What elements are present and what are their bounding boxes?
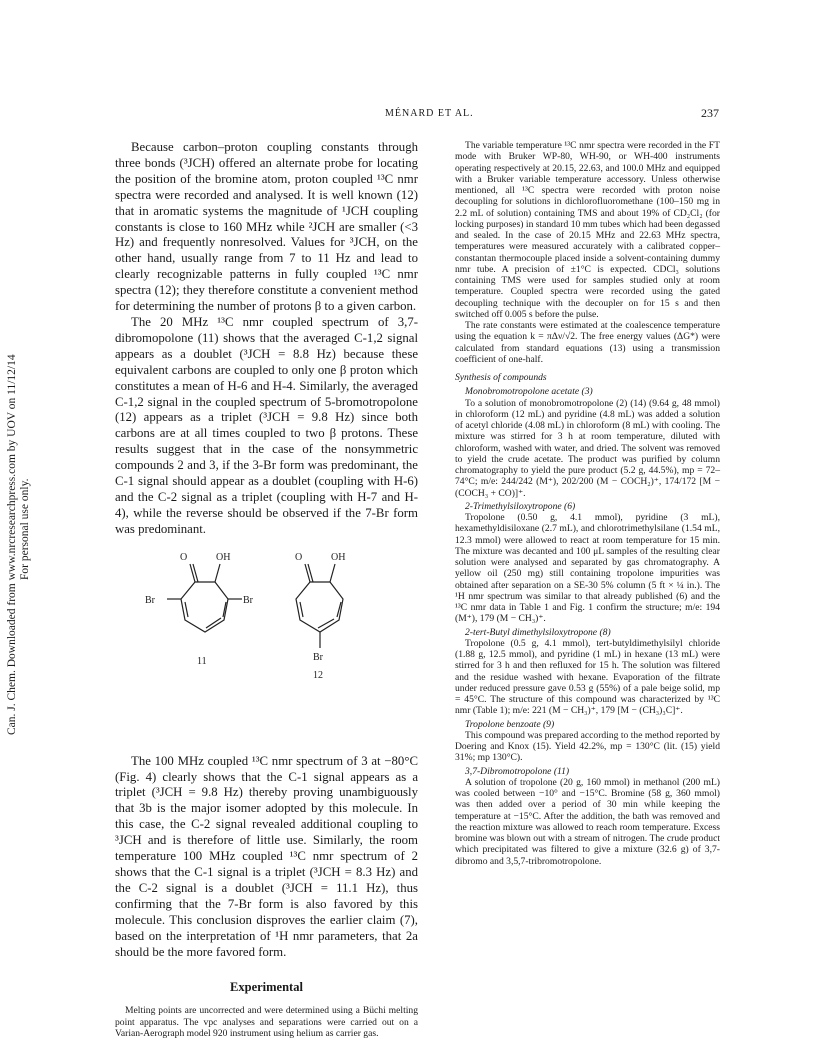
compound-9-procedure: This compound was prepared according to the method reported by Doering and Knox (15). Yield 42.2%, mp = 130°C (lit. (15) yield 31%; mp 130°C). <box>455 729 720 764</box>
paragraph-rate-constants: The rate constants were estimated at the coalescence temperature using the equation k = πΔν/√2. The free energy values (ΔG*) were calculated from standard equations (13) using a transmission coefficient of one-half. <box>455 320 720 365</box>
paragraph-nmr-method: The variable temperature ¹³C nmr spectra were recorded in the FT mode with Bruker WP-80, WH-90, or WH-400 instruments operating respectively at 20.15, 22.63, and 100.0 MHz and equipped with a Bruker variable temperature accessory. Unless otherwise mentioned, all ¹³C spectra were recorded with proton noise decoupling for solutions in dichlorofluoromethane (100–150 mg in 2.2 mL of solution) containing TMS and about 19% of CD₂Cl₂ (for locking purposes) in standard 10 mm tubes which had been degassed and sealed. In the case of 20.15 MHz and 22.63 MHz spectra, temperatures were measured accurately with a calibrated copper–constantan thermocouple placed inside a solvent-containing dummy nmr tube. A precision of ±1°C is expected. CDCl₃ solutions containing TMS were used for samples studied only at room temperature. Coupled spectra were recorded using the gated decoupling technique with the decoupler on for 15 s and then switched off 0.005 s before the pulse. <box>455 140 720 320</box>
atom-oh-11: OH <box>216 551 231 563</box>
double-bond-12c <box>318 619 334 628</box>
label-11: 11 <box>197 655 207 667</box>
compound-3-title: Monobromotropolone acetate (3) <box>465 386 593 398</box>
paragraph-100mhz-spectrum: The 100 MHz coupled ¹³C nmr spectrum of 3 at −80°C (Fig. 4) clearly shows that the C-1 signal appears as a triplet (³JCH = 9.8 Hz) thereby proving unambiguously that 3b is the major isomer adopted by this molecule. In this case, the C-2 signal revealed additional coupling to ³JCH and is therefore of little use. Similarly, the room temperature 100 MHz coupled ¹³C nmr spectrum of 2 shows that the C-1 signal is a triplet (³JCH = 8.3 Hz) and the C-2 signal is a doublet (³JCH = 11.1 Hz), thus confirming that the 7-Br form is also favored by this molecule. This conclusion disproves the earlier claim (7), based on the interpretation of ¹H nmr parameters, that 2a should be the more favored form. <box>115 753 418 959</box>
atom-br-left-11: Br <box>145 594 155 606</box>
paragraph-melting-points: Melting points are uncorrected and were determined using a Büchi melting point apparatus. The vpc analyses and separations were carried out on a Varian-Aerograph model 920 instrument using helium as carrier gas. <box>115 1005 418 1039</box>
synthesis-heading: Synthesis of compounds <box>455 372 547 383</box>
right-column <box>455 140 720 867</box>
compound-11-title: 3,7-Dibromotropolone (11) <box>465 765 570 777</box>
compound-9-title: Tropolone benzoate (9) <box>465 718 555 730</box>
paragraph-coupling-constants: Because carbon–proton coupling constants through three bonds (³JCH) offered an alternate probe for locating the position of the bromine atom, proton coupled ¹³C nmr spectra were recorded and analysed. It is well known (12) that in aromatic systems the magnitude of ¹JCH coupling constants is close to 160 MHz while ²JCH are smaller (<3 Hz) and frequently nonresolved. Values for ³JCH, on the other hand, usually range from 7 to 11 Hz and lead to clearly recognizable patterns in fully coupled ¹³C nmr spectra (12); they therefore constitute a convenient method for determining the number of protons β to a given carbon. <box>115 140 418 314</box>
structure-11 <box>167 564 242 632</box>
left-column <box>115 140 418 1039</box>
download-notice: Can. J. Chem. Downloaded from www.nrcresearchpress.com by UOV on 11/12/14 <box>6 354 18 735</box>
compound-8-procedure: Tropolone (0.5 g, 4.1 mmol), tert-butyldimethylsilyl chloride (1.88 g, 12.5 mmol), and pyridine (1 mL) in hexane (13 mL) were stirred for 3 h and then refluxed for 15 h. The solution was filtered and the residue washed with hexane. Evaporation of the filtrate under reduced pressure gave 0.53 g (55%) of a pale beige solid, mp = 45°C. The structure of this compound was characterized by ¹³C nmr (Table 1); m/e: 221 (M − CH₃)⁺, 179 [M − (CH₃)₃C]⁺. <box>455 637 720 717</box>
running-authors: MÉNARD ET AL. <box>385 108 474 119</box>
atom-br-12: Br <box>313 651 323 663</box>
running-header <box>0 108 815 124</box>
download-watermark <box>4 195 34 735</box>
compound-6-title: 2-Trimethylsiloxytropone (6) <box>465 500 576 512</box>
ring-12 <box>296 582 343 632</box>
ring-11 <box>181 582 228 632</box>
page-number: 237 <box>701 106 719 120</box>
atom-o-12: O <box>295 551 303 563</box>
double-bond-12a <box>300 602 303 617</box>
double-bond-11b <box>185 602 188 617</box>
label-12: 12 <box>313 669 323 681</box>
compound-11-procedure: A solution of tropolone (20 g, 160 mmol) in methanol (200 mL) was cooled between −10° and −15°C. Bromine (58 g, 360 mmol) was then added over a period of 30 min while keeping the temperature at −15°C. After the addition, the bath was removed and the reaction mixture was allowed to reach room temperature. Excess bromine was blown out with a stream of nitrogen. The crude product which precipitated was filtered to give a mixture (32.6 g) of 3,7-dibromo and 3,5,7-tribromotropolone. <box>455 776 720 867</box>
experimental-heading: Experimental <box>230 980 303 995</box>
paragraph-20mhz-spectrum: The 20 MHz ¹³C nmr coupled spectrum of 3,7-dibromopolone (11) shows that the averaged C-1,2 signal appears as a doublet (³JCH = 8.8 Hz) because these equivalent carbons are coupled to only one β proton which constitutes a mean of H-6 and H-4. Similarly, the averaged C-1,2 signal in the coupled spectrum of 5-bromotropolone (12) appears as a triplet (³JCH = 9.8 Hz) since both carbons are at all times coupled to two β protons. These results suggest that in the case of the nonsymmetric compounds 2 and 3, if the 3-Br form was predominant, the C-1 signal should appear as a doublet (coupling with H-6) and the C-2 signal as a triplet (coupling with H-7 and H-4), while the reverse should be observed if the 7-Br form was predominant. <box>115 314 418 536</box>
compound-8-title: 2-tert-Butyl dimethylsiloxytropone (8) <box>465 626 611 638</box>
bond-oh-11 <box>215 564 220 582</box>
compound-3-procedure: To a solution of monobromotropolone (2) (14) (9.64 g, 48 mmol) in chloroform (12 mL) and pyridine (4.8 mL) was added a solution of acetyl chloride (4.08 mL) in chloroform (8 mL) with cooling. The mixture was stirred for 3 h at room temperature, diluted with chloroform, washed with water, and dried. The solvent was removed to yield the crude acetate. The product was purified by column chromatography to yield the pure product (5.2 g, 44.5%), mp = 72–74°C; m/e: 244/242 (M⁺), 202/200 (M − COCH₂)⁺, 174/172 [M − (COCH₃ + CO)]⁺. <box>455 397 720 499</box>
structure-12 <box>296 564 343 648</box>
atom-oh-12: OH <box>331 551 346 563</box>
atom-br-right-11: Br <box>243 594 253 606</box>
bond-oh-12 <box>330 564 335 582</box>
atom-o-11: O <box>180 551 188 563</box>
compound-6-procedure: Tropolone (0.50 g, 4.1 mmol), pyridine (3 mL), hexamethyldisiloxane (2.7 mL), and chlorotrimethylsilane (1.54 mL, 12.3 mmol) were allowed to react at room temperature for 15 min. The mixture was decanted and 100 μL samples of the resulting clear solution were analysed and separated by gas chromatography. A yellow oil (250 mg) still containing tropolone impurities was obtained after separation on a SE-30 5% column (5 ft × ¼ in.). The ¹H nmr spectrum was similar to that already published (6) and the ¹³C nmr data in Table 1 and Fig. 1 confirm the structure; m/e: 194 (M⁺), 179 (M − CH₃)⁺. <box>455 512 720 625</box>
structure-figure <box>115 544 418 742</box>
tropolone-structures <box>140 544 400 742</box>
personal-use-notice: For personal use only. <box>19 478 31 580</box>
